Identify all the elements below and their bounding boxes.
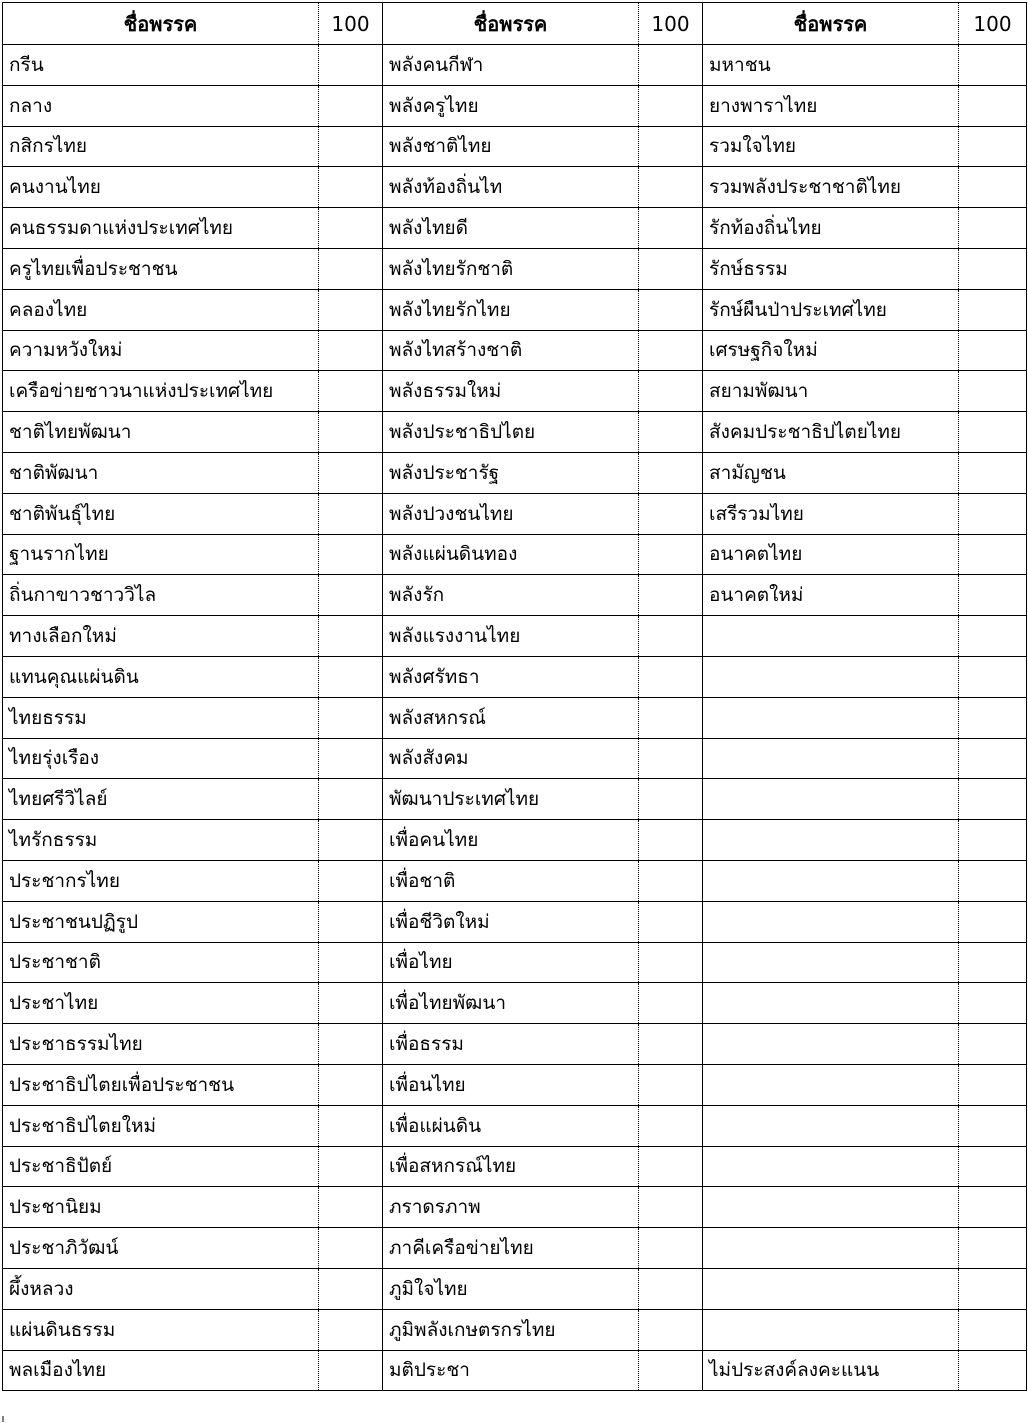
- table-row: [3, 493, 1027, 534]
- party-score-table: [2, 2, 1027, 1391]
- score-cell[interactable]: [959, 616, 1027, 657]
- party-name-cell[interactable]: [703, 942, 959, 983]
- score-cell[interactable]: [959, 167, 1027, 208]
- score-cell[interactable]: [319, 1268, 383, 1309]
- score-cell[interactable]: [959, 126, 1027, 167]
- party-name-cell[interactable]: ภาคีเครือข่ายไทย: [383, 1228, 639, 1269]
- score-cell[interactable]: [639, 1228, 703, 1269]
- party-name-cell[interactable]: เสรีรวมไทย: [703, 493, 959, 534]
- table-row: [3, 126, 1027, 167]
- score-cell[interactable]: [639, 779, 703, 820]
- table-row: [3, 779, 1027, 820]
- table-row: [3, 860, 1027, 901]
- party-name-cell[interactable]: เพื่อสหกรณ์ไทย: [383, 1146, 639, 1187]
- party-name-cell[interactable]: ภูมิพลังเกษตรกรไทย: [383, 1309, 639, 1350]
- score-cell[interactable]: [959, 738, 1027, 779]
- party-name-cell[interactable]: [703, 1309, 959, 1350]
- party-name-cell[interactable]: สยามพัฒนา: [703, 371, 959, 412]
- party-name-cell[interactable]: พลังแผ่นดินทอง: [383, 534, 639, 575]
- party-name-cell[interactable]: [703, 697, 959, 738]
- score-cell[interactable]: [959, 575, 1027, 616]
- header-score-col-3: 100: [959, 3, 1027, 45]
- party-name-cell[interactable]: มหาชน: [703, 45, 959, 86]
- party-name-cell[interactable]: ประชาภิวัฒน์: [3, 1228, 319, 1269]
- party-name-cell[interactable]: รักษ์ผืนป่าประเทศไทย: [703, 289, 959, 330]
- party-name-cell[interactable]: ภูมิใจไทย: [383, 1268, 639, 1309]
- score-cell[interactable]: [319, 860, 383, 901]
- table-row: [3, 1309, 1027, 1350]
- party-name-cell[interactable]: พลังสหกรณ์: [383, 697, 639, 738]
- score-cell[interactable]: [319, 534, 383, 575]
- score-cell[interactable]: [319, 1064, 383, 1105]
- table-row: [3, 820, 1027, 861]
- table-row: [3, 248, 1027, 289]
- party-name-cell[interactable]: เศรษฐกิจใหม่: [703, 330, 959, 371]
- score-cell[interactable]: [319, 167, 383, 208]
- score-cell[interactable]: [959, 697, 1027, 738]
- party-name-cell[interactable]: มติประชา: [383, 1350, 639, 1391]
- party-name-cell[interactable]: พลังรัก: [383, 575, 639, 616]
- party-name-cell[interactable]: ประชานิยม: [3, 1187, 319, 1228]
- score-cell[interactable]: [319, 452, 383, 493]
- party-name-cell[interactable]: พลังประชาธิปไตย: [383, 412, 639, 453]
- party-name-cell[interactable]: ไทยธรรม: [3, 697, 319, 738]
- score-cell[interactable]: [639, 85, 703, 126]
- party-name-cell[interactable]: [703, 1105, 959, 1146]
- score-cell[interactable]: [319, 697, 383, 738]
- score-cell[interactable]: [959, 820, 1027, 861]
- party-name-cell[interactable]: ครูไทยเพื่อประชาชน: [3, 248, 319, 289]
- table-row: [3, 208, 1027, 249]
- party-name-cell[interactable]: ชาติพัฒนา: [3, 452, 319, 493]
- score-cell[interactable]: [319, 45, 383, 86]
- party-name-cell[interactable]: ทางเลือกใหม่: [3, 616, 319, 657]
- score-cell[interactable]: [319, 616, 383, 657]
- table-row: [3, 616, 1027, 657]
- score-cell[interactable]: [959, 942, 1027, 983]
- table-row: [3, 412, 1027, 453]
- party-name-cell[interactable]: [703, 983, 959, 1024]
- score-cell[interactable]: [319, 371, 383, 412]
- party-name-cell[interactable]: ไทรักธรรม: [3, 820, 319, 861]
- score-cell[interactable]: [639, 167, 703, 208]
- party-name-cell[interactable]: ความหวังใหม่: [3, 330, 319, 371]
- score-cell[interactable]: [639, 1187, 703, 1228]
- score-cell[interactable]: [639, 126, 703, 167]
- score-cell[interactable]: [319, 1309, 383, 1350]
- score-cell[interactable]: [959, 85, 1027, 126]
- header-party-name-col-1: ชื่อพรรค: [3, 3, 319, 45]
- party-name-cell[interactable]: พลังประชารัฐ: [383, 452, 639, 493]
- party-name-cell[interactable]: รักท้องถิ่นไทย: [703, 208, 959, 249]
- party-name-cell[interactable]: ถิ่นกาขาวชาววิไล: [3, 575, 319, 616]
- score-cell[interactable]: [959, 1024, 1027, 1065]
- table-row: [3, 85, 1027, 126]
- header-score-col-2: 100: [639, 3, 703, 45]
- score-cell[interactable]: [959, 534, 1027, 575]
- party-name-cell[interactable]: ไทยรุ่งเรือง: [3, 738, 319, 779]
- score-cell[interactable]: [319, 779, 383, 820]
- score-cell[interactable]: [639, 1309, 703, 1350]
- party-name-cell[interactable]: พลังธรรมใหม่: [383, 371, 639, 412]
- party-name-cell[interactable]: ยางพาราไทย: [703, 85, 959, 126]
- party-name-cell[interactable]: เพื่อคนไทย: [383, 820, 639, 861]
- score-cell[interactable]: [959, 779, 1027, 820]
- party-name-cell[interactable]: ชาติไทยพัฒนา: [3, 412, 319, 453]
- score-cell[interactable]: [639, 1268, 703, 1309]
- party-name-cell[interactable]: พลังไทยรักไทย: [383, 289, 639, 330]
- score-cell[interactable]: [639, 983, 703, 1024]
- score-cell[interactable]: [639, 248, 703, 289]
- table-row: [3, 1187, 1027, 1228]
- party-name-cell[interactable]: ประชากรไทย: [3, 860, 319, 901]
- party-name-cell[interactable]: พลังไทยรักชาติ: [383, 248, 639, 289]
- score-cell[interactable]: [639, 656, 703, 697]
- score-cell[interactable]: [639, 493, 703, 534]
- table-row: [3, 983, 1027, 1024]
- score-cell[interactable]: [319, 1228, 383, 1269]
- score-cell[interactable]: [639, 1105, 703, 1146]
- score-cell[interactable]: [959, 208, 1027, 249]
- table-row: [3, 575, 1027, 616]
- party-name-cell[interactable]: อนาคตไทย: [703, 534, 959, 575]
- score-cell[interactable]: [959, 1350, 1027, 1391]
- party-name-cell[interactable]: พลังท้องถิ่นไท: [383, 167, 639, 208]
- party-name-cell[interactable]: [703, 1187, 959, 1228]
- party-name-cell[interactable]: ประชาชนปฏิรูป: [3, 901, 319, 942]
- score-cell[interactable]: [639, 697, 703, 738]
- score-cell[interactable]: [959, 330, 1027, 371]
- party-name-cell[interactable]: [703, 820, 959, 861]
- party-name-cell[interactable]: ไทยศรีวิไลย์: [3, 779, 319, 820]
- party-name-cell[interactable]: ประชาชาติ: [3, 942, 319, 983]
- party-name-cell[interactable]: กรีน: [3, 45, 319, 86]
- score-cell[interactable]: [319, 656, 383, 697]
- party-name-cell[interactable]: [703, 779, 959, 820]
- score-cell[interactable]: [639, 575, 703, 616]
- score-cell[interactable]: [959, 45, 1027, 86]
- score-cell[interactable]: [959, 656, 1027, 697]
- table-row: [3, 942, 1027, 983]
- party-name-cell[interactable]: สังคมประชาธิปไตยไทย: [703, 412, 959, 453]
- score-cell[interactable]: [959, 1146, 1027, 1187]
- party-name-cell[interactable]: รักษ์ธรรม: [703, 248, 959, 289]
- table-body: [3, 45, 1027, 1391]
- score-cell[interactable]: [959, 493, 1027, 534]
- score-cell[interactable]: [319, 1024, 383, 1065]
- score-cell[interactable]: [639, 208, 703, 249]
- score-cell[interactable]: [319, 208, 383, 249]
- party-name-cell[interactable]: ภราดรภาพ: [383, 1187, 639, 1228]
- party-name-cell[interactable]: เครือข่ายชาวนาแห่งประเทศไทย: [3, 371, 319, 412]
- score-cell[interactable]: [639, 371, 703, 412]
- score-cell[interactable]: [639, 289, 703, 330]
- party-name-cell[interactable]: ไม่ประสงค์ลงคะแนน: [703, 1350, 959, 1391]
- party-name-cell[interactable]: พลังไทสร้างชาติ: [383, 330, 639, 371]
- score-cell[interactable]: [639, 452, 703, 493]
- score-cell[interactable]: [639, 860, 703, 901]
- party-name-cell[interactable]: [703, 616, 959, 657]
- party-name-cell[interactable]: ประชาไทย: [3, 983, 319, 1024]
- party-name-cell[interactable]: [703, 860, 959, 901]
- party-name-cell[interactable]: พลเมืองไทย: [3, 1350, 319, 1391]
- party-name-cell[interactable]: [703, 1268, 959, 1309]
- score-cell[interactable]: [959, 983, 1027, 1024]
- party-name-cell[interactable]: แทนคุณแผ่นดิน: [3, 656, 319, 697]
- score-cell[interactable]: [639, 534, 703, 575]
- party-name-cell[interactable]: พลังศรัทธา: [383, 656, 639, 697]
- score-cell[interactable]: [959, 452, 1027, 493]
- score-cell[interactable]: [959, 412, 1027, 453]
- table-row: [3, 167, 1027, 208]
- party-name-cell[interactable]: [703, 656, 959, 697]
- score-cell[interactable]: [319, 85, 383, 126]
- table-row: [3, 901, 1027, 942]
- party-name-cell[interactable]: กสิกรไทย: [3, 126, 319, 167]
- score-cell[interactable]: [959, 371, 1027, 412]
- score-cell[interactable]: [319, 248, 383, 289]
- score-cell[interactable]: [959, 1228, 1027, 1269]
- table-row: [3, 1064, 1027, 1105]
- party-name-cell[interactable]: ประชาธิปไตยเพื่อประชาชน: [3, 1064, 319, 1105]
- score-cell[interactable]: [639, 942, 703, 983]
- score-cell[interactable]: [319, 942, 383, 983]
- party-name-cell[interactable]: พลังไทยดี: [383, 208, 639, 249]
- table-row: [3, 1024, 1027, 1065]
- score-cell[interactable]: [639, 1064, 703, 1105]
- score-cell[interactable]: [639, 616, 703, 657]
- party-name-cell[interactable]: [703, 1064, 959, 1105]
- score-cell[interactable]: [639, 1350, 703, 1391]
- party-name-cell[interactable]: เพื่อชีวิตใหม่: [383, 901, 639, 942]
- table-row: [3, 697, 1027, 738]
- score-cell[interactable]: [639, 412, 703, 453]
- party-name-cell[interactable]: เพื่อนไทย: [383, 1064, 639, 1105]
- party-name-cell[interactable]: อนาคตใหม่: [703, 575, 959, 616]
- header-party-name-col-3: ชื่อพรรค: [703, 3, 959, 45]
- score-cell[interactable]: [319, 493, 383, 534]
- score-cell[interactable]: [959, 1187, 1027, 1228]
- score-cell[interactable]: [639, 1024, 703, 1065]
- score-cell[interactable]: [959, 1268, 1027, 1309]
- party-name-cell[interactable]: แผ่นดินธรรม: [3, 1309, 319, 1350]
- score-cell[interactable]: [639, 820, 703, 861]
- score-cell[interactable]: [319, 1105, 383, 1146]
- corner-mark: [2, 1416, 8, 1422]
- party-name-cell[interactable]: กลาง: [3, 85, 319, 126]
- score-cell[interactable]: [319, 1187, 383, 1228]
- score-cell[interactable]: [319, 575, 383, 616]
- party-name-cell[interactable]: คลองไทย: [3, 289, 319, 330]
- table-row: [3, 534, 1027, 575]
- score-cell[interactable]: [959, 1105, 1027, 1146]
- header-row: [3, 3, 1027, 45]
- score-cell[interactable]: [639, 1146, 703, 1187]
- party-name-cell[interactable]: รวมใจไทย: [703, 126, 959, 167]
- party-name-cell[interactable]: พัฒนาประเทศไทย: [383, 779, 639, 820]
- party-name-cell[interactable]: ประชาธรรมไทย: [3, 1024, 319, 1065]
- party-name-cell[interactable]: ผึ้งหลวง: [3, 1268, 319, 1309]
- score-cell[interactable]: [319, 820, 383, 861]
- header-party-name-col-2: ชื่อพรรค: [383, 3, 639, 45]
- score-cell[interactable]: [639, 901, 703, 942]
- score-cell[interactable]: [959, 248, 1027, 289]
- party-name-cell[interactable]: พลังคนกีฬา: [383, 45, 639, 86]
- score-cell[interactable]: [319, 289, 383, 330]
- table-row: [3, 289, 1027, 330]
- score-cell[interactable]: [319, 901, 383, 942]
- score-cell[interactable]: [319, 983, 383, 1024]
- score-cell[interactable]: [319, 412, 383, 453]
- party-name-cell[interactable]: คนธรรมดาแห่งประเทศไทย: [3, 208, 319, 249]
- score-cell[interactable]: [639, 330, 703, 371]
- party-name-cell[interactable]: ชาติพันธุ์ไทย: [3, 493, 319, 534]
- table-row: [3, 1105, 1027, 1146]
- table-row: [3, 738, 1027, 779]
- table-row: [3, 452, 1027, 493]
- party-name-cell[interactable]: พลังครูไทย: [383, 85, 639, 126]
- score-cell[interactable]: [639, 45, 703, 86]
- party-name-cell[interactable]: พลังสังคม: [383, 738, 639, 779]
- score-cell[interactable]: [319, 738, 383, 779]
- party-name-cell[interactable]: คนงานไทย: [3, 167, 319, 208]
- score-cell[interactable]: [319, 1146, 383, 1187]
- party-name-cell[interactable]: สามัญชน: [703, 452, 959, 493]
- table-row: [3, 1350, 1027, 1391]
- party-name-cell[interactable]: เพื่อธรรม: [383, 1024, 639, 1065]
- table-row: [3, 1146, 1027, 1187]
- header-score-col-1: 100: [319, 3, 383, 45]
- score-cell[interactable]: [959, 901, 1027, 942]
- party-name-cell[interactable]: [703, 1228, 959, 1269]
- score-cell[interactable]: [319, 330, 383, 371]
- score-cell[interactable]: [959, 289, 1027, 330]
- party-name-cell[interactable]: เพื่อแผ่นดิน: [383, 1105, 639, 1146]
- party-name-cell[interactable]: [703, 1024, 959, 1065]
- party-name-cell[interactable]: พลังแรงงานไทย: [383, 616, 639, 657]
- party-name-cell[interactable]: เพื่อชาติ: [383, 860, 639, 901]
- party-name-cell[interactable]: ประชาธิปไตยใหม่: [3, 1105, 319, 1146]
- table-row: [3, 656, 1027, 697]
- table-row: [3, 1268, 1027, 1309]
- score-cell[interactable]: [639, 738, 703, 779]
- table-row: [3, 1228, 1027, 1269]
- party-name-cell[interactable]: พลังปวงชนไทย: [383, 493, 639, 534]
- party-name-cell[interactable]: ประชาธิปัตย์: [3, 1146, 319, 1187]
- party-name-cell[interactable]: ฐานรากไทย: [3, 534, 319, 575]
- score-cell[interactable]: [319, 126, 383, 167]
- table-row: [3, 371, 1027, 412]
- party-name-cell[interactable]: พลังชาติไทย: [383, 126, 639, 167]
- party-name-cell[interactable]: [703, 901, 959, 942]
- table-row: [3, 45, 1027, 86]
- party-name-cell[interactable]: เพื่อไทยพัฒนา: [383, 983, 639, 1024]
- score-cell[interactable]: [959, 860, 1027, 901]
- table-row: [3, 330, 1027, 371]
- party-name-cell[interactable]: รวมพลังประชาชาติไทย: [703, 167, 959, 208]
- party-name-cell[interactable]: เพื่อไทย: [383, 942, 639, 983]
- score-cell[interactable]: [959, 1064, 1027, 1105]
- score-cell[interactable]: [319, 1350, 383, 1391]
- score-cell[interactable]: [959, 1309, 1027, 1350]
- party-name-cell[interactable]: [703, 738, 959, 779]
- party-name-cell[interactable]: [703, 1146, 959, 1187]
